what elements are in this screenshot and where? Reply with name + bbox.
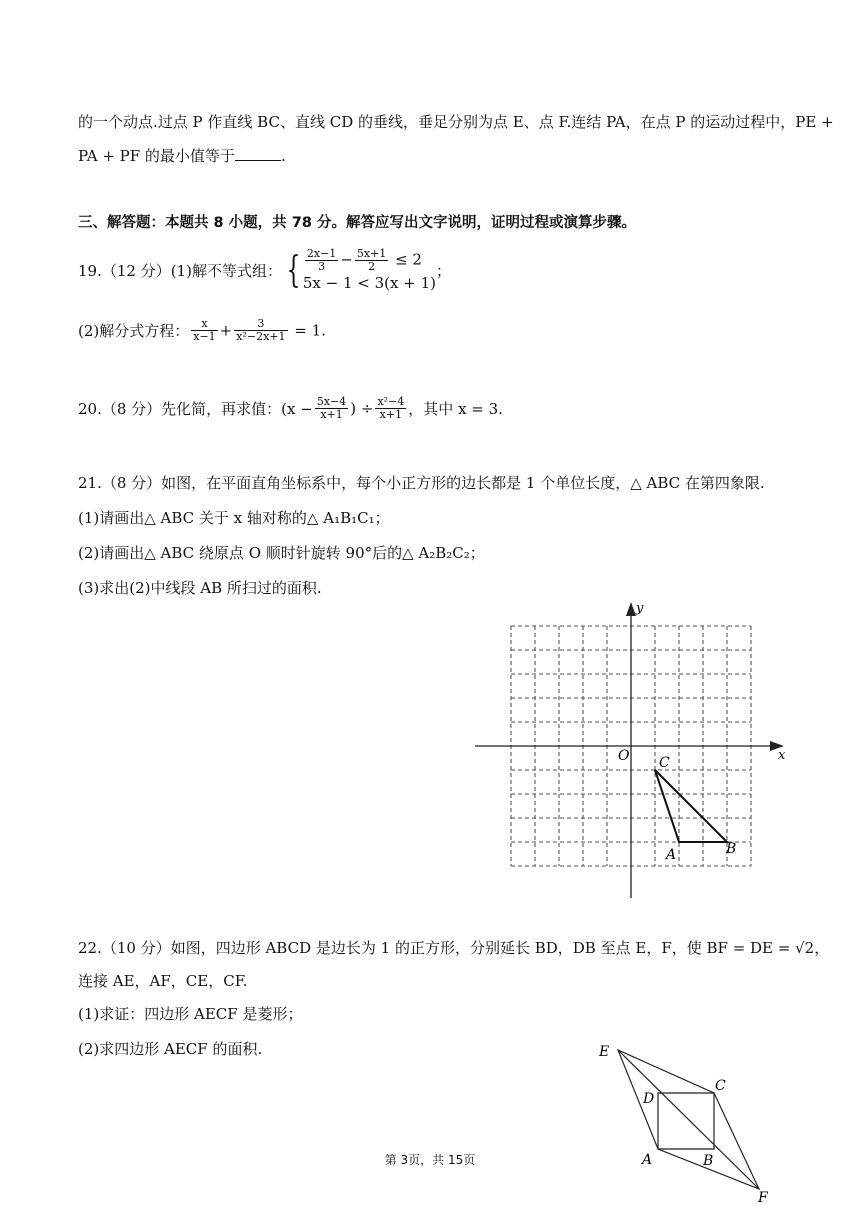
q19-label: 19.（12 分）(1)解不等式组：: [78, 262, 282, 280]
rhombus-figure: [592, 1036, 782, 1216]
square-abcd: [658, 1093, 714, 1149]
y-axis-arrow-icon: [626, 602, 636, 616]
numerator: 3: [234, 318, 287, 331]
q19-end: ；: [436, 262, 452, 280]
q22-part2: (2)求四边形 AECF 的面积.: [78, 1040, 263, 1058]
q20-tail: ，其中 x = 3.: [408, 400, 503, 418]
inequality-1: [303, 248, 436, 273]
q22-line1: 22.（10 分）如图，四边形 ABCD 是边长为 1 的正方形，分别延长 BD，DB 至点 E，F，使 BF = DE = √2，: [78, 939, 830, 957]
fraction: [315, 396, 348, 421]
point-label-b: B: [703, 1153, 714, 1169]
fraction: [234, 318, 287, 343]
minus-sign: −: [340, 250, 353, 269]
numerator: x²−4: [377, 395, 405, 408]
equation-rhs: = 1.: [294, 321, 326, 340]
coordinate-grid-figure: [470, 598, 800, 903]
q18-line2-end: .: [280, 147, 286, 165]
numerator: x: [191, 318, 217, 331]
q21-part1: (1)请画出△ ABC 关于 x 轴对称的△ A₁B₁C₁；: [78, 509, 390, 527]
plus-sign: +: [219, 321, 233, 340]
x-axis-label: x: [778, 748, 786, 763]
q18-line2: [78, 146, 286, 166]
q21-line1: 21.（8 分）如图，在平面直角坐标系中，每个小正方形的边长都是 1 个单位长度，△ ABC 在第四象限.: [78, 474, 765, 492]
q20: [78, 396, 503, 421]
q22-line2: 连接 AE，AF，CE，CF.: [78, 972, 248, 990]
fraction: [375, 396, 406, 421]
numerator: 5x−4: [316, 395, 347, 408]
divide-sign: ) ÷: [350, 399, 374, 418]
fraction: [191, 318, 217, 343]
y-axis-label: y: [636, 601, 644, 616]
q18-line1: 的一个动点.过点 P 作直线 BC、直线 CD 的垂线，垂足分别为点 E、点 F.连结 PA，在点 P 的运动过程中，PE +: [78, 113, 834, 131]
origin-label: O: [618, 748, 630, 764]
fraction: [355, 248, 388, 273]
fraction: [305, 248, 338, 273]
q19-part2-label: (2)解分式方程：: [78, 322, 190, 340]
numerator: 2x−1: [306, 247, 337, 260]
q19-part1: [78, 248, 451, 293]
point-label-e: E: [599, 1044, 610, 1060]
diagonal-ef: [618, 1050, 759, 1189]
q21-part2: (2)请画出△ ABC 绕原点 O 顺时针旋转 90°后的△ A₂B₂C₂；: [78, 544, 485, 562]
answer-blank: [235, 146, 281, 161]
numerator: 5x+1: [356, 247, 387, 260]
point-label-f: F: [758, 1190, 768, 1206]
point-label-c: C: [715, 1078, 726, 1094]
inequality-rhs: ≤ 2: [395, 250, 422, 269]
inequality-system: [303, 248, 436, 293]
point-label-a: A: [642, 1152, 653, 1168]
q18-line2-text: PA + PF 的最小值等于: [78, 147, 235, 165]
page-footer: 第 3页，共 15页: [384, 1153, 476, 1167]
denominator: 2: [368, 260, 376, 273]
section3-heading: 三、解答题：本题共 8 小题，共 78 分。解答应写出文字说明，证明过程或演算步骤。: [78, 215, 636, 231]
inequality-2: 5x − 1 < 3(x + 1): [302, 274, 436, 292]
point-label-a: A: [666, 847, 677, 863]
q19-part2: [78, 318, 326, 343]
point-label-b: B: [726, 841, 737, 857]
point-label-d: D: [643, 1091, 655, 1107]
point-label-c: C: [659, 755, 670, 771]
denominator: x+1: [379, 408, 403, 421]
system-brace: {: [286, 249, 301, 291]
denominator: x²−2x+1: [236, 330, 286, 343]
denominator: x−1: [193, 330, 216, 343]
q21-part3: (3)求出(2)中线段 AB 所扫过的面积.: [78, 579, 322, 597]
triangle-abc: [655, 770, 727, 842]
q20-label: 20.（8 分）先化简，再求值：(x −: [78, 400, 313, 418]
denominator: x+1: [320, 408, 343, 421]
denominator: 3: [318, 260, 326, 273]
q22-part1: (1)求证：四边形 AECF 是菱形；: [78, 1005, 303, 1023]
